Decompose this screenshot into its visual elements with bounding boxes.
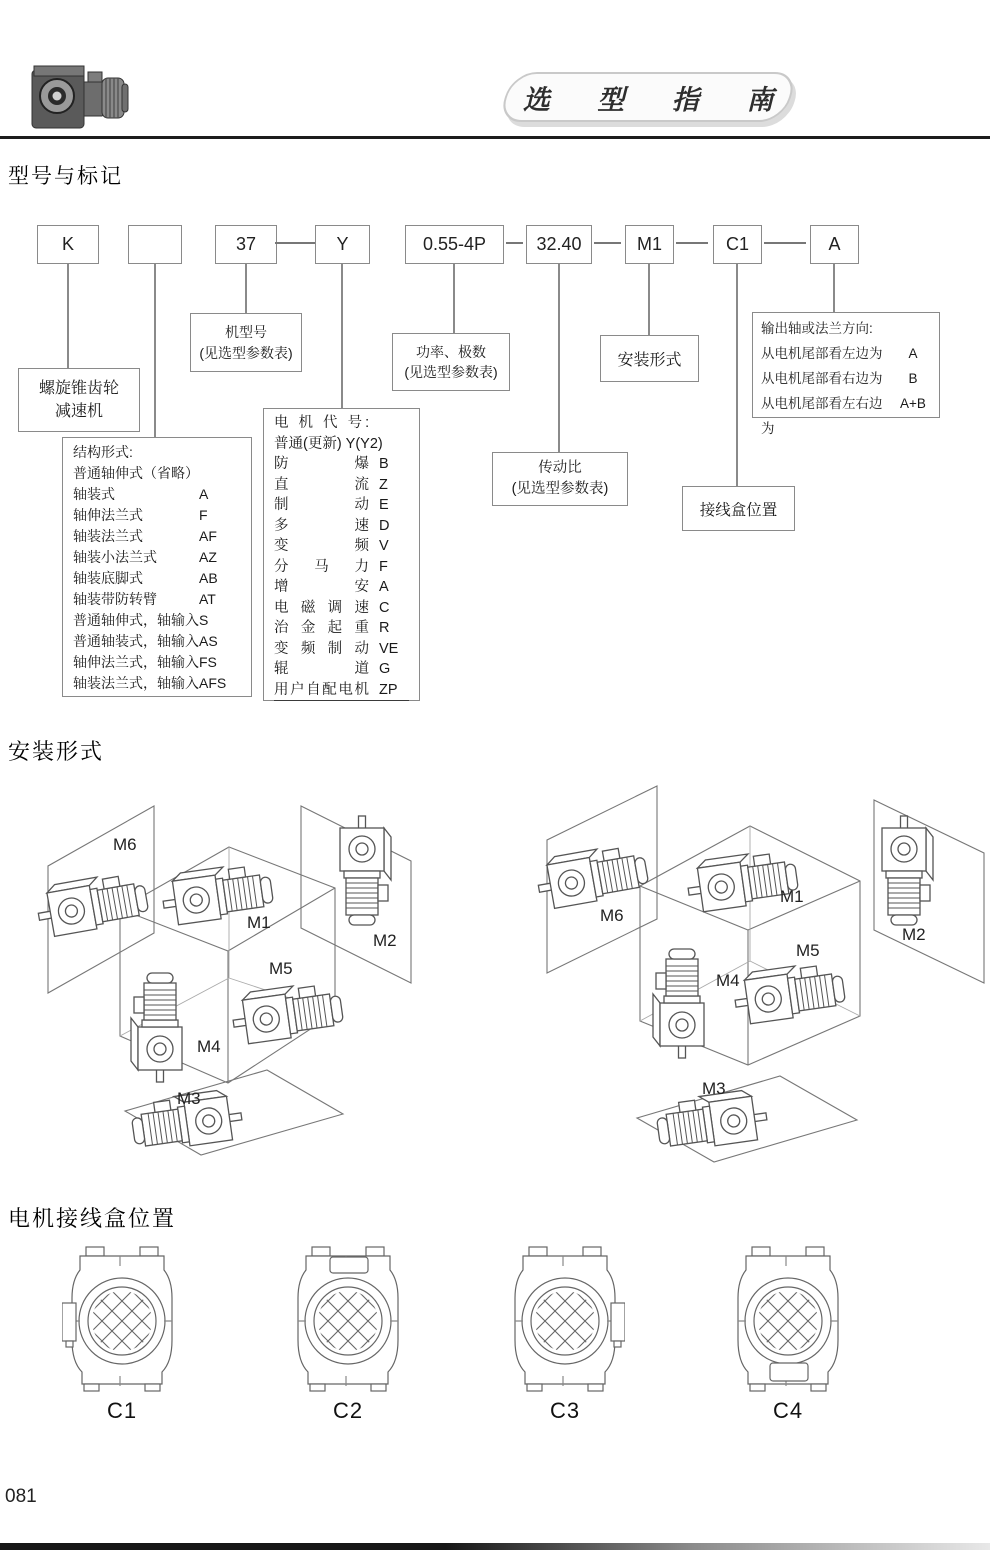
motor-m5	[732, 960, 847, 1026]
annotation-reducer	[18, 368, 140, 432]
junction-label-c3: C3	[549, 1398, 581, 1423]
section-title-mounting: 安装形式	[8, 739, 105, 764]
label-m4: M4	[716, 971, 740, 990]
structure-row	[73, 526, 241, 547]
motor-code-label: 电磁调速	[274, 599, 369, 616]
annotation-line: 传动比	[538, 459, 582, 476]
connector-dash	[275, 242, 315, 244]
code-box-mounting: M1	[625, 225, 674, 264]
scan-edge-bar	[0, 1543, 990, 1550]
motor-rear-view-c3	[505, 1245, 625, 1393]
output-direction-row	[761, 391, 931, 441]
motor-code-value: V	[379, 538, 389, 554]
direction-label: 从电机尾部看左右边为	[761, 396, 883, 436]
direction-label: 从电机尾部看右边为	[761, 371, 883, 386]
motor-m6	[34, 869, 150, 938]
motor-m2	[882, 816, 933, 925]
structure-code: AF	[199, 528, 217, 544]
structure-label: 轴装底脚式	[73, 570, 143, 586]
label-m3: M3	[177, 1089, 201, 1108]
direction-code: A+B	[900, 396, 926, 411]
leader-line	[648, 263, 650, 335]
annotation-output-direction	[752, 312, 940, 436]
motor-code-label: 增安	[274, 579, 369, 595]
label-m4: M4	[197, 1037, 221, 1056]
junction-label-c1: C1	[106, 1398, 138, 1423]
annotation-mounting-form	[600, 335, 699, 382]
junction-view-c4	[728, 1245, 848, 1424]
structure-code: AT	[199, 591, 216, 607]
direction-code: B	[908, 371, 918, 386]
structure-code: F	[199, 507, 208, 523]
structure-label: 轴装法兰式	[73, 528, 143, 544]
motor-code-label: 防爆	[274, 456, 369, 472]
motor-code-subtitle: 普通(更新) Y(Y2)	[274, 435, 383, 452]
motor-code-value: R	[379, 620, 390, 636]
motor-m4	[131, 973, 182, 1082]
page-banner	[497, 72, 799, 122]
direction-code: A	[908, 346, 918, 361]
mounting-diagram-left	[5, 778, 475, 1193]
annotation-power	[392, 333, 510, 391]
structure-label: 轴伸法兰式，轴输入	[73, 654, 199, 670]
structure-label: 普通轴伸式，轴输入	[73, 612, 199, 628]
motor-code-value: F	[379, 558, 388, 575]
connector-dash	[764, 242, 806, 244]
structure-code: FS	[199, 654, 217, 670]
label-m2: M2	[902, 925, 926, 944]
motor-code-rows	[274, 454, 409, 701]
structure-rows	[73, 484, 241, 694]
junction-label-c2: C2	[332, 1398, 364, 1423]
motor-code-row	[274, 557, 409, 578]
motor-code-value: Z	[379, 476, 388, 493]
motor-code-title: 电 机 代 号:	[274, 415, 373, 431]
label-m1: M1	[780, 887, 804, 906]
motor-rear-view-c1	[62, 1245, 182, 1393]
motor-code-label: 用户自配电机	[274, 681, 369, 698]
annotation-line: 功率、极数	[416, 343, 486, 360]
page-number: 081	[5, 1486, 37, 1507]
code-box-power: 0.55-4P	[405, 225, 504, 264]
junction-view-c1	[62, 1245, 182, 1424]
motor-m4	[653, 949, 704, 1058]
annotation-line: (见选型参数表)	[199, 344, 293, 361]
label-m3: M3	[702, 1079, 726, 1098]
motor-code-value: C	[379, 599, 390, 616]
motor-code-label: 直流	[274, 476, 369, 493]
motor-code-value: ZP	[379, 681, 398, 698]
motor-code-row	[274, 454, 409, 475]
section-title-junction: 电机接线盒位置	[8, 1206, 177, 1231]
structure-row	[73, 610, 241, 631]
annotation-line: 螺旋锥齿轮	[38, 379, 119, 397]
junction-box-left	[62, 1303, 76, 1341]
structure-label: 轴装小法兰式	[73, 549, 157, 565]
label-m1: M1	[247, 913, 271, 932]
motor-code-row	[274, 577, 409, 598]
motor-code-row	[274, 516, 409, 537]
leader-line	[341, 263, 343, 408]
motor-m2	[340, 816, 391, 925]
motor-code-label: 变频	[274, 538, 369, 554]
motor-code-label: 制动	[274, 497, 369, 513]
leader-line	[736, 263, 738, 486]
direction-label: 从电机尾部看左边为	[761, 346, 883, 361]
motor-code-value: A	[379, 579, 389, 595]
leader-line	[558, 263, 560, 452]
annotation-model	[190, 313, 302, 372]
junction-box-bottom	[770, 1363, 808, 1381]
structure-row	[73, 673, 241, 694]
annotation-junction-position	[682, 486, 795, 531]
code-box-structure	[128, 225, 182, 264]
connector-dash	[506, 242, 523, 244]
code-box-size: 37	[215, 225, 277, 264]
structure-subtitle: 普通轴伸式（省略）	[73, 465, 199, 481]
structure-code: AS	[199, 633, 218, 649]
structure-label: 轴装法兰式，轴输入	[73, 675, 199, 691]
annotation-line: (见选型参数表)	[511, 481, 609, 497]
structure-row	[73, 631, 241, 652]
output-direction-title: 输出轴或法兰方向:	[761, 321, 873, 336]
motor-code-value: D	[379, 517, 390, 534]
motor-rear-view-c2	[288, 1245, 408, 1393]
junction-view-c2	[288, 1245, 408, 1424]
leader-line	[245, 263, 247, 313]
structure-label: 轴装式	[73, 486, 115, 502]
motor-code-row	[274, 598, 409, 619]
annotation-structure	[62, 437, 252, 697]
motor-code-label: 辊道	[274, 661, 369, 677]
motor-code-value: B	[379, 456, 389, 472]
motor-code-label: 分马力	[274, 558, 369, 575]
motor-code-row	[274, 639, 409, 660]
structure-code: AB	[199, 570, 218, 586]
annotation-ratio	[492, 452, 628, 506]
label-m6: M6	[600, 906, 624, 925]
section-title-model-marking: 型号与标记	[8, 165, 123, 188]
annotation-line: 减速机	[54, 403, 103, 420]
output-direction-row	[761, 366, 931, 391]
motor-code-label: 变频制动	[274, 640, 369, 657]
motor-m6	[534, 841, 650, 910]
motor-code-row	[274, 618, 409, 639]
structure-row	[73, 589, 241, 610]
structure-code: AZ	[199, 549, 217, 565]
annotation-line: (见选型参数表)	[404, 364, 498, 380]
motor-code-label: 多速	[274, 517, 369, 534]
annotation-line: 接线盒位置	[699, 501, 778, 519]
structure-row	[73, 568, 241, 589]
structure-code: A	[199, 486, 209, 502]
structure-label: 普通轴装式，轴输入	[73, 633, 199, 649]
structure-title: 结构形式:	[73, 444, 133, 460]
structure-row	[73, 547, 241, 568]
motor-code-value: G	[379, 661, 391, 677]
gear-reducer-photo	[30, 60, 130, 138]
annotation-line: 机型号	[225, 324, 267, 341]
leader-line	[453, 263, 455, 333]
motor-rear-view-c4	[728, 1245, 848, 1393]
motor-code-label: 治金起重	[274, 620, 369, 636]
motor-code-row	[274, 659, 409, 680]
motor-code-row	[274, 536, 409, 557]
structure-label: 轴装带防转臂	[73, 591, 157, 607]
code-box-series: K	[37, 225, 99, 264]
code-box-motor: Y	[315, 225, 370, 264]
leader-line	[67, 263, 69, 368]
structure-label: 轴伸法兰式	[73, 507, 143, 523]
structure-code: AFS	[199, 675, 227, 691]
annotation-motor-code	[263, 408, 420, 701]
leader-line	[833, 263, 835, 312]
motor-m5	[230, 980, 345, 1046]
connector-dash	[594, 242, 621, 244]
header-rule	[0, 136, 990, 139]
structure-row	[73, 484, 241, 505]
banner-title: 选 型 指 南	[522, 84, 794, 115]
connector-dash	[676, 242, 708, 244]
structure-row	[73, 652, 241, 673]
motor-code-value: VE	[379, 640, 399, 657]
junction-box-top	[330, 1257, 368, 1273]
label-m5: M5	[796, 941, 820, 960]
motor-code-row	[274, 475, 409, 496]
junction-view-c3	[505, 1245, 625, 1424]
label-m2: M2	[373, 931, 397, 950]
leader-line	[154, 263, 156, 437]
output-direction-rows	[761, 341, 931, 441]
structure-row	[73, 505, 241, 526]
output-direction-row	[761, 341, 931, 366]
mounting-diagram-right	[522, 778, 990, 1193]
motor-code-value: E	[379, 497, 389, 513]
label-m5: M5	[269, 959, 293, 978]
code-box-direction: A	[810, 225, 859, 264]
structure-code: S	[199, 612, 209, 628]
junction-box-right	[611, 1303, 625, 1341]
motor-code-row	[274, 495, 409, 516]
code-box-junction: C1	[713, 225, 762, 264]
motor-code-row	[274, 680, 409, 702]
label-m6: M6	[113, 835, 137, 854]
junction-label-c4: C4	[772, 1398, 804, 1423]
annotation-line: 安装形式	[617, 352, 682, 369]
code-box-ratio: 32.40	[526, 225, 592, 264]
